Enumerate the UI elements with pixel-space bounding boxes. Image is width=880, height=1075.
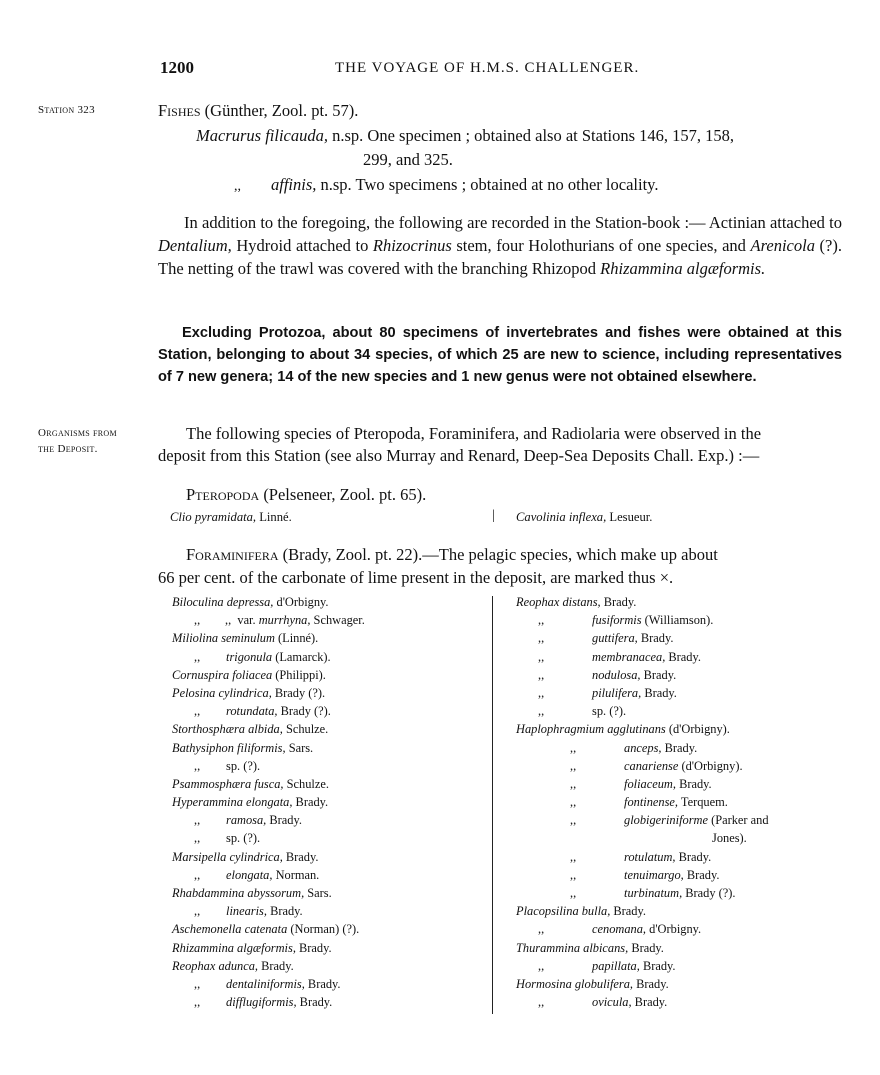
species-row <box>172 829 365 847</box>
species-authority: (Linné). <box>274 631 319 646</box>
species-name: turbinatum, <box>624 886 683 900</box>
ditto-mark: ,, <box>194 649 201 664</box>
species-name: trigonula <box>226 649 273 664</box>
foraminifera-list-right <box>516 593 769 1011</box>
species-row <box>172 902 365 920</box>
species-row <box>172 684 365 702</box>
ditto-mark: ,, <box>570 795 577 810</box>
species-name: Aschemonella catenata <box>172 922 288 937</box>
species-name: Hyperammina elongata, <box>172 795 293 810</box>
species-name: guttifera, <box>592 631 638 646</box>
species-name: Rhabdammina abyssorum, <box>172 886 305 900</box>
species-name: Pelosina cylindrica, <box>172 685 272 700</box>
species-authority: Brady. <box>661 740 698 755</box>
fishes-heading-line <box>158 99 358 122</box>
ditto-mark: ,, <box>538 958 545 973</box>
species-authority: Brady. <box>683 867 720 882</box>
species-name: ovicula, <box>592 995 632 1010</box>
species-name: Biloculina depressa, <box>172 595 274 609</box>
species-row <box>172 648 365 666</box>
species-row <box>172 720 365 738</box>
species-authority: Brady. <box>266 813 302 828</box>
species-row <box>516 702 769 720</box>
species-row <box>172 848 365 866</box>
species-row <box>516 611 769 629</box>
para1-text-4: (?). The netting of the trawl was covered with the branching Rhizopod <box>158 236 842 278</box>
organisms-line1: The following species of Pteropoda, Foraminifera, and Radiolaria were observed in the <box>186 424 762 443</box>
species-authority: Norman. <box>272 867 320 882</box>
species-row <box>172 629 365 647</box>
pteropoda-species-right <box>516 510 652 525</box>
species-authority: Jones). <box>712 831 747 846</box>
species-row <box>516 593 769 611</box>
species-authority: Brady. <box>640 667 677 682</box>
species-authority: Brady. <box>631 995 668 1010</box>
species-name: Reophax adunca, <box>172 958 259 973</box>
species-name: foliaceum, <box>624 776 676 791</box>
species-name: anceps, <box>624 740 662 755</box>
fishes-species-2: affinis, <box>271 175 317 194</box>
ditto-mark: ,, <box>194 831 201 846</box>
species-authority: Sars. <box>285 740 314 755</box>
species-name: cenomana, <box>592 922 647 937</box>
ditto-mark: ,, <box>538 613 545 628</box>
species-authority: Brady. <box>628 940 664 955</box>
species-authority: Sars. <box>304 886 332 900</box>
fishes-line3-text: n.sp. Two specimens ; obtained at no other locality. <box>316 175 659 194</box>
station-book-paragraph <box>158 211 842 280</box>
species-name: rotulatum, <box>624 849 676 864</box>
foraminifera-heading-line <box>186 543 718 566</box>
pteropoda-heading: Pteropoda <box>186 485 260 504</box>
pteropoda-separator: | <box>492 508 495 523</box>
fishes-line1-text: n.sp. One specimen ; obtained also at Stations 146, 157, 158, <box>328 126 735 145</box>
ditto-mark: ,, <box>570 740 577 755</box>
pteropoda-authority-1: Linné. <box>256 510 292 524</box>
para1-italic-3: Arenicola <box>750 236 815 255</box>
para1-text-2: Hydroid attached to <box>231 236 373 255</box>
species-row <box>172 775 365 793</box>
species-row <box>516 902 769 920</box>
running-title: THE VOYAGE OF H.M.S. CHALLENGER. <box>335 60 640 76</box>
species-authority: Brady. <box>610 904 646 919</box>
species-authority: Brady. <box>637 631 674 646</box>
species-name: elongata, <box>226 867 273 882</box>
species-row <box>516 848 769 866</box>
species-authority: Schulze. <box>283 776 329 791</box>
species-row <box>516 684 769 702</box>
species-name: dentaliniformis, <box>226 976 305 991</box>
species-authority: (d'Orbigny). <box>665 722 730 737</box>
species-name: fontinense, <box>624 795 679 810</box>
species-name: Cornuspira foliacea <box>172 667 273 682</box>
species-row <box>516 629 769 647</box>
ditto-mark: ,, <box>570 867 577 882</box>
fishes-line1 <box>196 124 734 147</box>
ditto-mark: ,, <box>538 667 545 682</box>
organisms-line2: deposit from this Station (see also Murray and Renard, Deep-Sea Deposits Chall. Exp.) :— <box>158 446 760 465</box>
fishes-line2: 299, and 325. <box>363 150 453 169</box>
species-name: Thurammina albicans, <box>516 940 629 955</box>
species-row <box>516 920 769 938</box>
species-name: papillata, <box>592 958 640 973</box>
species-authority: Brady. <box>675 776 712 791</box>
fishes-species-1: Macrurus filicauda, <box>196 126 328 145</box>
ditto-mark: ,, <box>538 995 545 1010</box>
station-summary: Excluding Protozoa, about 80 specimens of invertebrates and fishes were obtained at this Station, belonging to about 34 species, of which 25 are new to science, including representatives of 7 new genera; 14 of the new species and 1 new genus were not obtained elsewhere. <box>158 325 842 385</box>
species-authority: Brady. <box>675 849 712 864</box>
foraminifera-heading: Foraminifera <box>186 545 279 564</box>
margin-organisms <box>38 425 117 457</box>
foraminifera-line1: (Brady, Zool. pt. 22).—The pelagic species, which make up about <box>278 545 718 564</box>
species-authority: sp. (?). <box>226 758 261 773</box>
species-row <box>172 939 365 957</box>
species-name: Miliolina seminulum <box>172 631 275 646</box>
species-row <box>172 793 365 811</box>
species-authority: (d'Orbigny). <box>678 758 743 773</box>
species-name: difflugiformis, <box>226 995 297 1010</box>
species-row <box>172 957 365 975</box>
ditto-mark: ,, <box>194 758 201 773</box>
pteropoda-authority-2: Lesueur. <box>606 510 653 524</box>
species-name: rotundata, <box>226 704 278 719</box>
species-authority: var. <box>231 613 259 628</box>
species-name: Reophax distans, <box>516 595 601 609</box>
species-row <box>516 993 769 1011</box>
foraminifera-list-left <box>172 593 365 1011</box>
pteropoda-species-left <box>170 510 292 525</box>
species-authority: (Williamson). <box>641 613 714 628</box>
species-authority: Brady (?). <box>682 886 736 900</box>
species-row <box>172 757 365 775</box>
para1-text-1: In addition to the foregoing, the following are recorded in the Station-book :— Actinian attached to <box>184 213 842 232</box>
species-name: Bathysiphon filiformis, <box>172 740 286 755</box>
fishes-ref: (Günther, Zool. pt. 57). <box>200 101 359 120</box>
ditto-mark: ,, <box>234 179 241 194</box>
species-row <box>516 939 769 957</box>
species-row <box>516 957 769 975</box>
species-authority: Brady. <box>639 958 676 973</box>
species-row <box>172 866 365 884</box>
species-name: pilulifera, <box>592 685 642 700</box>
species-authority: (Lamarck). <box>272 649 331 664</box>
species-name: nodulosa, <box>592 667 641 682</box>
species-name: fusiformis <box>592 613 642 628</box>
species-row <box>516 811 769 829</box>
fishes-heading: Fishes <box>158 101 201 120</box>
species-row <box>172 884 365 902</box>
species-authority: (Philippi). <box>272 667 326 682</box>
column-divider <box>492 596 493 1014</box>
species-row <box>172 993 365 1011</box>
pteropoda-species-2: Cavolinia inflexa, <box>516 510 607 524</box>
ditto-mark: ,, <box>194 976 201 991</box>
species-row <box>516 884 769 902</box>
species-name: canariense <box>624 758 679 773</box>
ditto-mark: ,, <box>538 704 545 719</box>
species-authority: Brady. <box>295 940 332 955</box>
species-authority: Brady (?). <box>271 685 326 700</box>
species-authority: d'Orbigny. <box>273 595 329 609</box>
species-name: tenuimargo, <box>624 867 684 882</box>
species-authority: Brady (?). <box>277 704 331 719</box>
species-authority: (Norman) (?). <box>287 922 360 937</box>
ditto-mark: ,, <box>194 904 201 919</box>
species-row <box>172 611 365 629</box>
species-name: Rhizammina algæformis, <box>172 940 296 955</box>
species-name: Psammosphæra fusca, <box>172 776 284 791</box>
species-row <box>172 975 365 993</box>
species-authority: Brady. <box>258 958 294 973</box>
species-authority: sp. (?). <box>226 831 261 846</box>
species-name: Placopsilina bulla, <box>516 904 611 919</box>
foraminifera-line2: 66 per cent. of the carbonate of lime present in the deposit, are marked thus ×. <box>158 568 674 587</box>
ditto-mark: ,, <box>538 631 545 646</box>
species-row <box>516 648 769 666</box>
ditto-mark: ,, <box>194 813 201 828</box>
species-row <box>516 739 769 757</box>
species-authority: Brady. <box>282 849 319 864</box>
species-name: linearis, <box>226 904 267 919</box>
para1-italic-4: Rhizammina algæformis. <box>600 259 766 278</box>
ditto-mark: ,, <box>570 813 577 828</box>
ditto-mark: ,, <box>194 704 201 719</box>
species-row <box>172 593 365 611</box>
ditto-mark: ,, <box>194 867 201 882</box>
species-name: Marsipella cylindrica, <box>172 849 283 864</box>
ditto-mark: ,, <box>194 995 201 1010</box>
ditto-mark: ,, ,, <box>194 613 232 628</box>
species-row <box>172 811 365 829</box>
ditto-mark: ,, <box>570 886 577 900</box>
pteropoda-ref: (Pelseneer, Zool. pt. 65). <box>259 485 427 504</box>
pteropoda-species-1: Clio pyramidata, <box>170 510 257 524</box>
species-authority: Brady. <box>296 995 333 1010</box>
ditto-mark: ,, <box>570 776 577 791</box>
species-row <box>172 702 365 720</box>
species-name: Storthosphæra albida, <box>172 722 283 737</box>
species-name: ramosa, <box>226 813 267 828</box>
species-authority: d'Orbigny. <box>646 922 702 937</box>
variety-name: murrhyna, <box>258 613 311 628</box>
margin-organisms-line2: the Deposit. <box>38 443 98 455</box>
species-row <box>516 975 769 993</box>
species-authority: Schulze. <box>282 722 329 737</box>
fishes-line3 <box>234 173 658 198</box>
species-authority: Brady. <box>266 904 303 919</box>
margin-organisms-line1: Organisms from <box>38 427 117 439</box>
species-authority: (Parker and <box>707 813 769 828</box>
species-row <box>516 720 769 738</box>
species-row <box>172 920 365 938</box>
species-authority: Brady. <box>641 685 677 700</box>
para1-italic-1: Dentalium, <box>158 236 232 255</box>
pteropoda-heading-line <box>186 483 426 506</box>
para1-italic-2: Rhizocrinus <box>372 236 452 255</box>
species-name: Haplophragmium agglutinans <box>516 722 666 737</box>
species-authority: Brady. <box>304 976 341 991</box>
species-row <box>516 829 769 847</box>
para1-text-3: stem, four Holothurians of one species, and <box>451 236 751 255</box>
species-row <box>516 775 769 793</box>
page-number: 1200 <box>160 58 194 77</box>
species-authority: Brady. <box>633 976 669 991</box>
ditto-mark: ,, <box>538 685 545 700</box>
species-authority: Brady. <box>292 795 329 810</box>
species-row <box>516 793 769 811</box>
ditto-mark: ,, <box>538 922 545 937</box>
species-row <box>516 866 769 884</box>
species-row <box>516 666 769 684</box>
species-name: Hormosina globulifera, <box>516 976 634 991</box>
species-row <box>172 739 365 757</box>
variety-authority: Schwager. <box>310 613 365 628</box>
species-authority: sp. (?). <box>592 704 627 719</box>
ditto-mark: ,, <box>570 849 577 864</box>
species-row <box>172 666 365 684</box>
margin-station: Station 323 <box>38 104 95 116</box>
species-row <box>516 757 769 775</box>
species-authority: Brady. <box>665 649 701 664</box>
ditto-mark: ,, <box>570 758 577 773</box>
species-name: globigeriniforme <box>624 813 708 828</box>
species-name: membranacea, <box>592 649 666 664</box>
species-authority: Terquem. <box>678 795 728 810</box>
species-authority: Brady. <box>600 595 637 609</box>
ditto-mark: ,, <box>538 649 545 664</box>
